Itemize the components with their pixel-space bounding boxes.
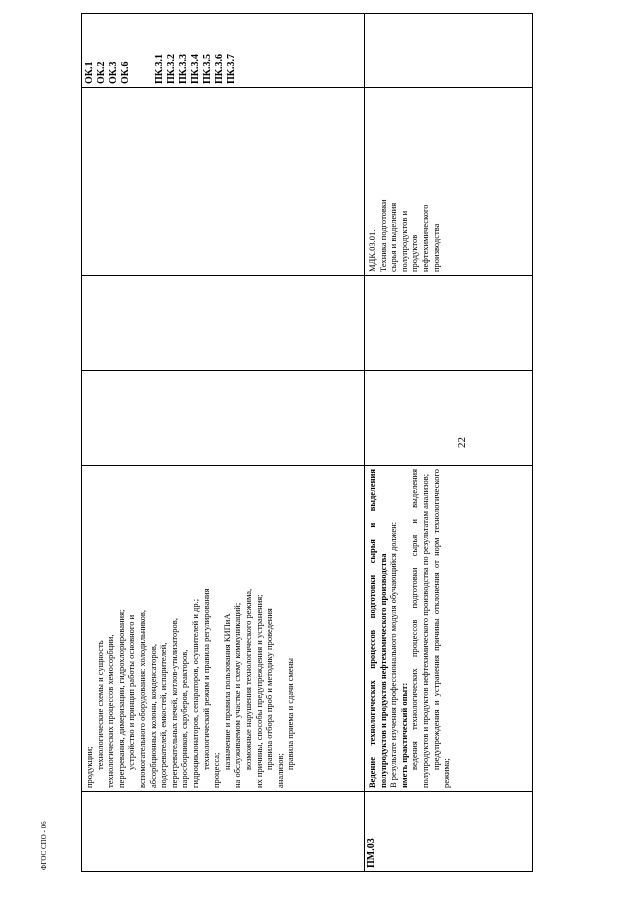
empty-cell (365, 276, 533, 371)
competence-code: ПК.3.6 (214, 53, 225, 84)
mdk-title-line: нефтехимического (419, 204, 430, 272)
table-row (365, 14, 533, 872)
module-index: ПМ.03 (365, 792, 533, 872)
competence-code: ПК.3.7 (226, 53, 237, 84)
empty-cell (82, 371, 365, 466)
text-line: на обслуживаемом участке и схему коммуникаций; (232, 602, 243, 788)
competence-code: ПК.3.2 (166, 53, 177, 84)
footer-standard-code: ФГОС СПО - 06 (40, 821, 48, 870)
mdk-cell (365, 88, 533, 276)
competence-code: ПК.3.3 (178, 53, 189, 84)
text-line: перегревания, димеризации, гидрохлорирования; (115, 609, 126, 788)
competence-code: ОК.1 (84, 61, 95, 84)
competence-codes-cell (82, 14, 365, 88)
text-line: правила приема и сдачи смены (285, 658, 296, 770)
table-row (82, 14, 365, 872)
mdk-title-line: полупродуктов и (398, 210, 409, 272)
text-line: гидроциклонаторов, сепараторов, осушителей и др.; (189, 598, 200, 788)
index-cell (82, 792, 365, 872)
spacer (132, 17, 154, 84)
mdk-title-line: Техника подготовки (377, 199, 388, 272)
text-line: перегревательных печей, котлов-утилизаторов, (168, 618, 179, 788)
text-line: их причины, способы предупреждения и устранения; (253, 594, 264, 788)
mdk-title-line: продуктов (409, 234, 420, 272)
text-line: подогревателей, емкостей, испарителей, (158, 642, 169, 788)
competence-code: ПК.3.4 (190, 53, 201, 84)
text-line: абсорбционных колонн, конденсаторов, (147, 644, 158, 788)
practical-experience-item: предупреждения и устранения причины отклонения от норм технологического режима; (430, 469, 452, 788)
mdk-title-line: производства (430, 223, 441, 272)
text-line: вспомогательного оборудования: холодильников, (136, 609, 147, 788)
text-line: технологических процессов хемосорбции, (105, 634, 116, 788)
practical-experience-item: ведения технологических процессов подготовки сырья и выделения полупродуктов и продуктов нефтехимического производства по результатам анализов; (409, 469, 430, 788)
competence-code: ПК.3.1 (154, 53, 165, 84)
rotated-table-page (81, 14, 532, 872)
module-description-cell (365, 466, 533, 792)
competence-code: ОК.6 (120, 61, 131, 84)
empty-cell (365, 14, 533, 88)
text-line: продукции; (84, 746, 94, 788)
mdk-code: МДК.03.01. (367, 229, 377, 272)
empty-cell (365, 371, 533, 466)
competence-code: ОК.2 (96, 61, 107, 84)
text-line: правила отбора проб и методику проведения (264, 608, 275, 770)
text-line: анализов; (274, 753, 285, 788)
mdk-title-line: сырья и выделения (388, 202, 399, 272)
competence-code: ОК.3 (108, 61, 119, 84)
empty-cell (82, 276, 365, 371)
text-line: технологический режим и правила регулирования (200, 588, 211, 770)
text-line: технологические схемы и сущность (94, 640, 105, 770)
text-line: возможные нарушения технологического режима, (242, 588, 253, 770)
module-intro: В результате изучения профессионального модуля обучающийся должен: (388, 521, 399, 788)
page-number: 22 (456, 437, 468, 448)
empty-cell (82, 88, 365, 276)
competence-code: ПК.3.5 (202, 53, 213, 84)
practical-experience-label: иметь практический опыт: (398, 682, 409, 788)
text-line: устройство и принцип работы основного и (126, 614, 137, 770)
text-line: назначение и правила пользования КИПиА (221, 613, 232, 770)
text-line: процесса; (211, 752, 222, 788)
curriculum-table (81, 13, 533, 872)
text-line: паросборников, скруберов, реакторов, (179, 649, 190, 788)
knowledge-cell (82, 466, 365, 792)
module-title: Ведение технологических процессов подготовки сырья и выделения полупродуктов и продуктов нефтехимического производства (367, 469, 388, 788)
